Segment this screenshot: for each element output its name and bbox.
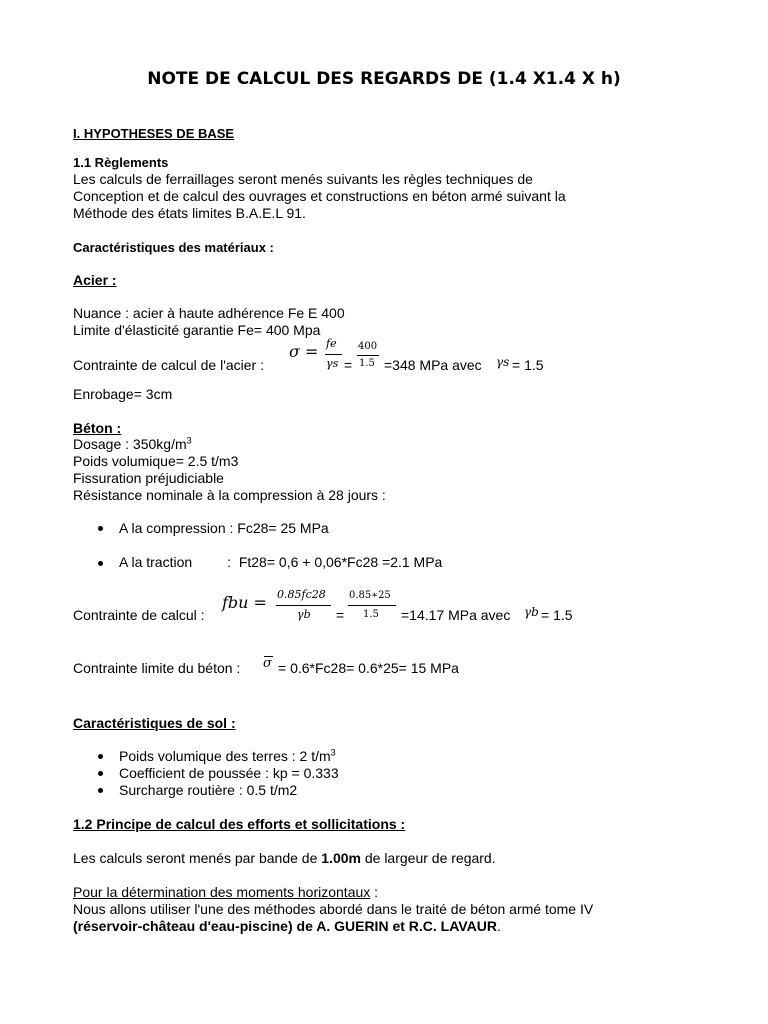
beton-frac1-bar <box>276 605 331 606</box>
methode-line: Nous allons utiliser l'une des méthodes abordé dans le traité de béton armé tome IV <box>73 901 594 917</box>
reference-line: (réservoir-château d'eau-piscine) de A. GUERIN et R.C. LAVAUR. <box>73 918 501 934</box>
beton-heading: Béton : <box>73 420 122 436</box>
acier-sigma: σ = <box>289 342 319 361</box>
beton-gamma-value: = 1.5 <box>541 607 573 623</box>
beton-result: =14.17 MPa avec <box>401 607 511 623</box>
acier-nuance: Nuance : acier à haute adhérence Fe E 400 <box>73 305 345 321</box>
beton-sigma-bar: σ <box>263 656 272 671</box>
acier-eq: = <box>344 357 353 373</box>
beton-frac2-bar <box>348 605 396 606</box>
beton-frac2-den: 1.5 <box>363 609 379 620</box>
sol-bullet-coefficient: Coefficient de poussée : kp = 0.333 <box>119 765 339 781</box>
beton-fissuration: Fissuration préjudiciable <box>73 470 224 486</box>
subheading-reglements: 1.1 Règlements <box>73 155 169 170</box>
acier-frac1-den: γs <box>326 357 339 370</box>
bullet-icon <box>98 788 103 793</box>
acier-contrainte-label: Contrainte de calcul de l'acier : <box>73 357 264 373</box>
beton-resistance: Résistance nominale à la compression à 28 jours : <box>73 487 386 503</box>
beton-frac2-num: 0.85∗25 <box>349 590 391 601</box>
reglements-line-3: Méthode des états limites B.A.E.L 91. <box>73 205 306 221</box>
beton-frac1-num: 0.85fc28 <box>277 588 326 601</box>
beton-frac1-den: γb <box>297 608 311 621</box>
beton-fbu: fbu = <box>222 593 267 612</box>
beton-bullet-compression: A la compression : Fc28= 25 MPa <box>119 520 329 536</box>
acier-frac2-den: 1.5 <box>359 358 375 369</box>
beton-eq: = <box>336 607 345 623</box>
beton-limite-value: = 0.6*Fc28= 0.6*25= 15 MPa <box>278 660 459 676</box>
acier-frac1-bar <box>325 354 342 355</box>
page-title: NOTE DE CALCUL DES REGARDS DE (1.4 X1.4 X h) <box>147 69 621 89</box>
acier-frac2-bar <box>357 355 379 356</box>
bullet-icon <box>98 561 103 566</box>
section-heading-principe: 1.2 Principe de calcul des efforts et sollicitations : <box>73 816 406 832</box>
beton-contrainte-label: Contrainte de calcul : <box>73 607 205 623</box>
acier-frac1-num: fe <box>326 337 337 350</box>
acier-result: =348 MPa avec <box>384 357 482 373</box>
acier-gamma: γs <box>496 355 510 369</box>
beton-poids: Poids volumique= 2.5 t/m3 <box>73 453 239 469</box>
acier-enrobage: Enrobage= 3cm <box>73 386 173 402</box>
beton-limite-label: Contrainte limite du béton : <box>73 660 241 676</box>
acier-gamma-value: = 1.5 <box>512 357 544 373</box>
section-heading-hypotheses: I. HYPOTHESES DE BASE <box>73 126 235 141</box>
sol-heading: Caractéristiques de sol : <box>73 715 236 731</box>
reglements-line-2: Conception et de calcul des ouvrages et constructions en béton armé suivant la <box>73 188 566 204</box>
bullet-icon <box>98 754 103 759</box>
sol-bullet-surcharge: Surcharge routière : 0.5 t/m2 <box>119 782 298 798</box>
beton-bullet-traction: A la traction : Ft28= 0,6 + 0,06*Fc28 =2.1 MPa <box>119 554 443 570</box>
bande-line: Les calculs seront menés par bande de 1.00m de largeur de regard. <box>73 850 496 866</box>
moments-heading: Pour la détermination des moments horizontaux : <box>73 884 379 900</box>
materiaux-heading: Caractéristiques des matériaux : <box>73 240 274 255</box>
acier-heading: Acier : <box>73 272 117 288</box>
sol-bullet-poids: Poids volumique des terres : 2 $t/m^3$ <box>119 747 336 764</box>
beton-dosage: Dosage : $350kg/m^3$ <box>73 435 192 452</box>
bullet-icon <box>98 526 103 531</box>
acier-limite: Limite d'élasticité garantie Fe= 400 Mpa <box>73 322 321 338</box>
bullet-icon <box>98 771 103 776</box>
reglements-line-1: Les calculs de ferraillages seront menés suivants les règles techniques de <box>73 171 533 187</box>
beton-gamma: γb <box>524 605 539 619</box>
acier-frac2-num: 400 <box>358 341 378 352</box>
